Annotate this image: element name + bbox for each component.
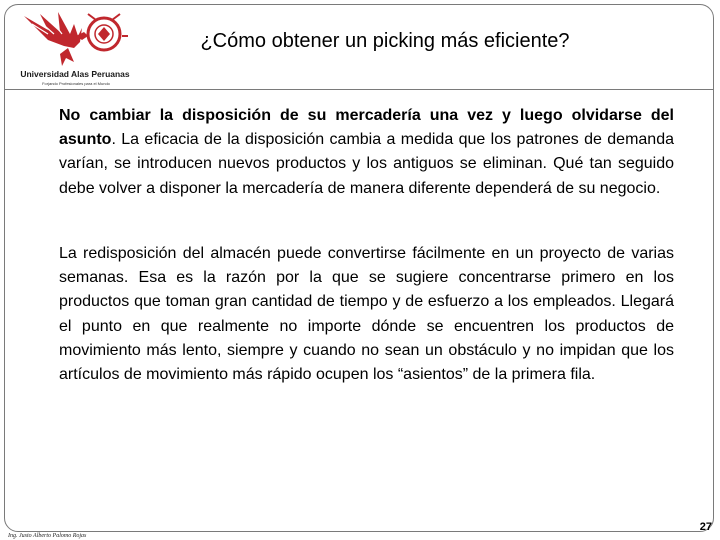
paragraph-1-bold-lead: No cambiar la disposición de su mercadería una vez y luego olvidarse del asunto [59, 107, 674, 149]
slide-title: ¿Cómo obtener un picking más eficiente? [200, 30, 570, 52]
logo-university-name: Universidad Alas Peruanas [20, 69, 130, 79]
footer-author: Ing. Justo Alberto Palomo Rojas [8, 533, 87, 539]
eagle-emblem-icon [18, 6, 130, 68]
page-number: 27 [699, 521, 712, 533]
university-logo [6, 6, 144, 86]
paragraph-1-text: . La eficacia de la disposición cambia a medida que los patrones de demanda varían, se introducen nuevos productos y los antiguos se eliminan. Qué tan seguido debe volver a disponer la mercadería de manera diferente dependerá de su negocio. [59, 131, 674, 197]
paragraph-1 [59, 104, 674, 201]
logo-motto: Forjando Profesionales para el Mundo [42, 81, 110, 86]
paragraph-2: La redisposición del almacén puede convertirse fácilmente en un proyecto de varias semanas. Esa es la razón por la que se sugiere concentrarse primero en los productos que toman gran cantidad de tiempo y de esfuerzo a los empleados. Llegará el punto en que realmente no importe dónde se encuentren los productos de movimiento más lento, siempre y cuando no sean un obstáculo y no impidan que los artículos de movimiento más rápido ocupen los “asientos” de la primera fila. [59, 245, 674, 384]
